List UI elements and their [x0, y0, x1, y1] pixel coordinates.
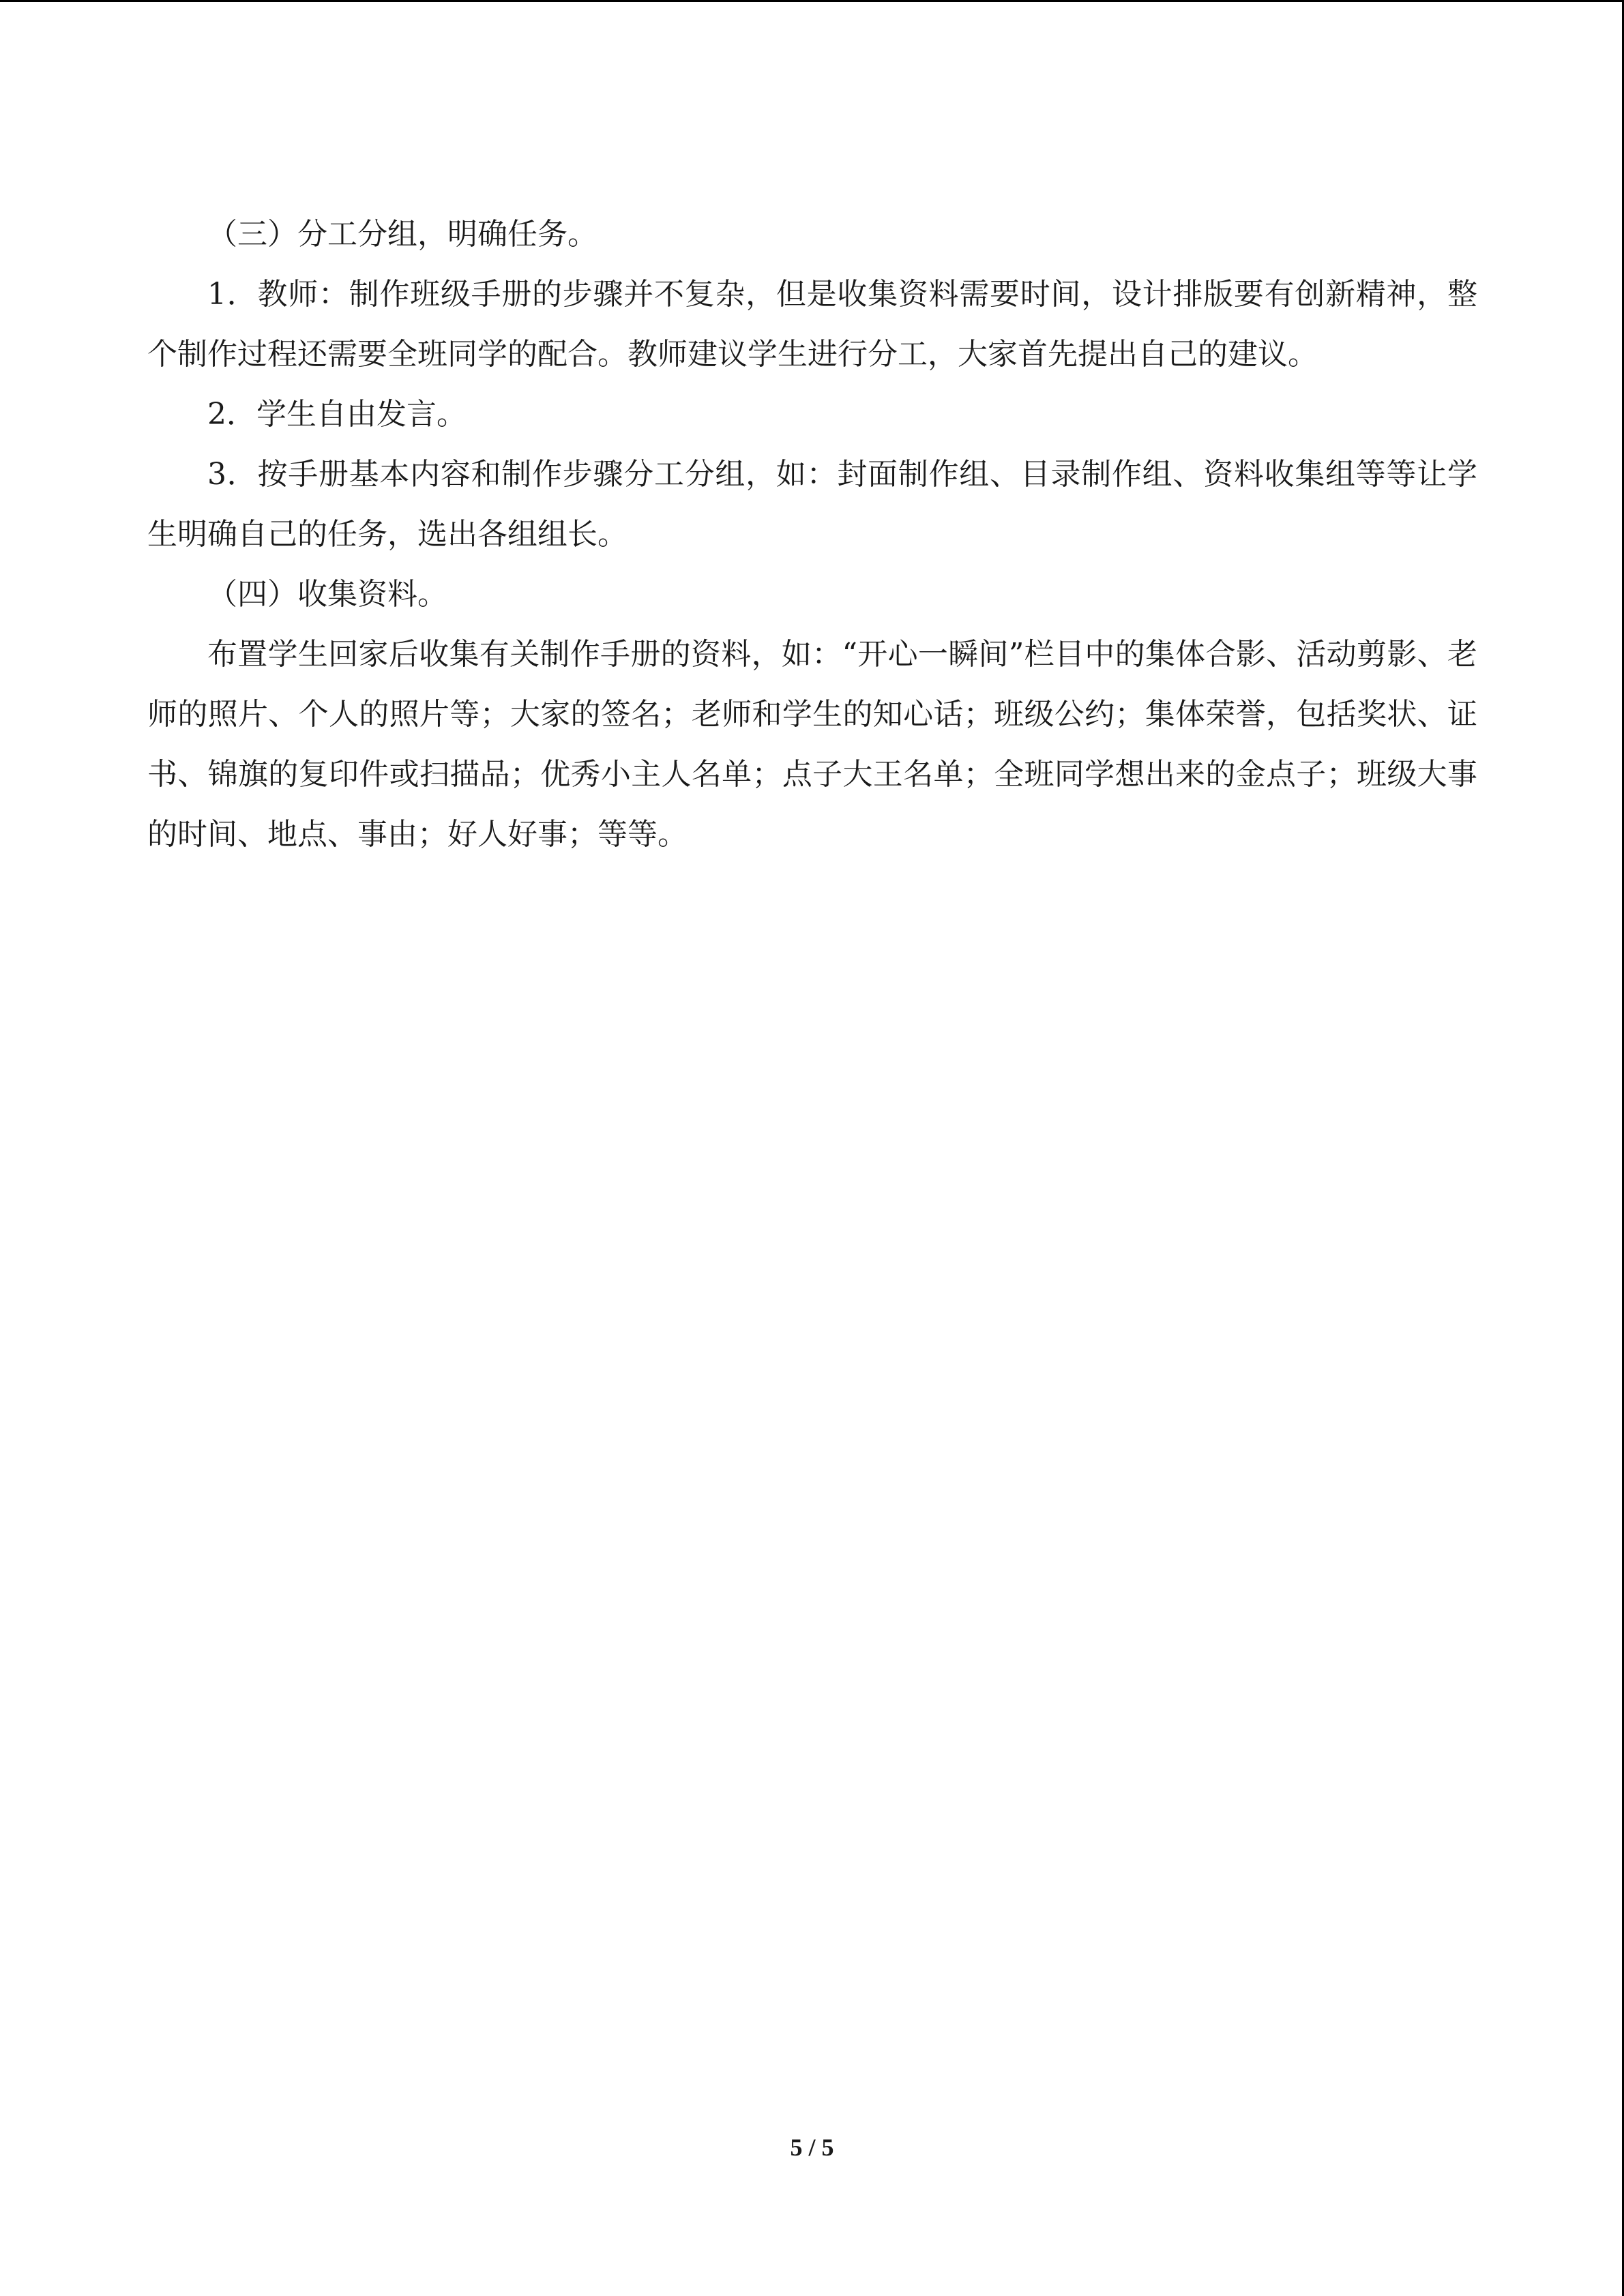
- paragraph-collect-materials: 布置学生回家后收集有关制作手册的资料，如：“开心一瞬间”栏目中的集体合影、活动剪影、老师的照片、个人的照片等；大家的签名；老师和学生的知心话；班级公约；集体荣誉，包括奖状、证书、锦旗的复印件或扫描品；优秀小主人名单；点子大王名单；全班同学想出来的金点子；班级大事的时间、地点、事由；好人好事；等等。: [147, 637, 1477, 852]
- paragraph-teacher: 1．教师：制作班级手册的步骤并不复杂，但是收集资料需要时间，设计排版要有创新精神，整个制作过程还需要全班同学的配合。教师建议学生进行分工，大家首先提出自己的建议。: [147, 277, 1477, 372]
- paragraph-students-speak: 2．学生自由发言。: [207, 397, 467, 432]
- document-body: [147, 205, 1477, 865]
- page-top-border: [0, 0, 1624, 2]
- section-heading-4: （四）收集资料。: [207, 577, 447, 612]
- page-number: 5 / 5: [790, 2134, 834, 2161]
- paragraph-grouping: 3．按手册基本内容和制作步骤分工分组，如：封面制作组、目录制作组、资料收集组等等让学生明确自己的任务，选出各组组长。: [147, 457, 1477, 552]
- section-heading-3: （三）分工分组，明确任务。: [207, 217, 597, 252]
